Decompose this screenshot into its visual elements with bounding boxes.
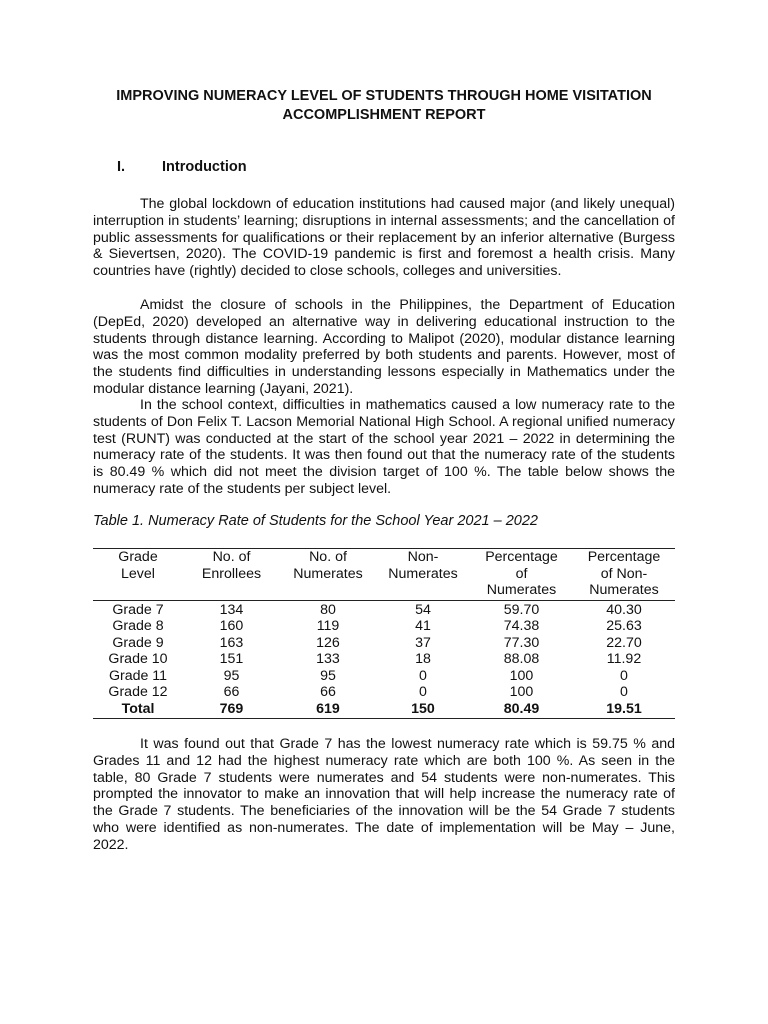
total-cell: Total [93, 701, 183, 718]
table-cell: Grade 10 [108, 651, 168, 668]
table-cell: 100 [509, 667, 534, 684]
table-cell: 37 [415, 634, 431, 651]
table-cell: 133 [316, 651, 340, 668]
table-cell: 163 [219, 634, 244, 651]
header-numerates [280, 549, 376, 601]
table-cell: 88.08 [503, 651, 540, 668]
table-cell: 18 [415, 651, 431, 668]
header-line: Numerates [589, 582, 659, 598]
header-percentage-non-numerates [573, 549, 675, 601]
table-cell: 40.30 [606, 601, 642, 618]
table-cell: 11.92 [606, 651, 642, 668]
header-percentage-numerates [470, 549, 573, 601]
paragraph-3: In the school context, difficulties in mathematics caused a low numeracy rate to the students of Don Felix T. Lacson Memorial National High School. A regional unified numeracy test (RUNT) was conducted at the start of the school year 2021 – 2022 in determining the numeracy rate of the students. It was then found out that the numeracy rate of the students is 80.49 % which did not meet the division target of 100 %. The table below shows the numeracy rate of the students per subject level. [93, 397, 675, 497]
table-cell: 160 [219, 618, 244, 635]
header-line: Numerates [486, 582, 557, 598]
header-grade-level [93, 549, 183, 601]
table-row [93, 600, 675, 618]
total-cell: 769 [183, 701, 280, 718]
section-heading [117, 159, 247, 175]
section-number: I. [117, 159, 126, 175]
table-cell: 0 [620, 684, 628, 701]
total-cell: 80.49 [470, 701, 573, 718]
header-line: of [515, 565, 528, 582]
table-cell: 77.30 [503, 634, 540, 651]
table-cell: 25.63 [606, 618, 642, 635]
table-cell: 80 [320, 601, 336, 618]
table-cell: Grade 11 [108, 667, 168, 684]
table-row [93, 651, 675, 668]
table-cell: Grade 8 [112, 618, 164, 635]
table-row [93, 668, 675, 685]
table-cell: 151 [219, 651, 244, 668]
header-line: Percentage [485, 549, 558, 565]
section-title: Introduction [162, 159, 247, 175]
header-line: Numerates [388, 565, 458, 582]
table-cell: 66 [223, 684, 240, 701]
paragraph-4: It was found out that Grade 7 has the lowest numeracy rate which is 59.75 % and Grades 11 and 12 had the highest numeracy rate which are both 100 %. As seen in the table, 80 Grade 7 students were numerates and 54 students were non-numerates. This prompted the innovator to make an innovation that will help increase the numeracy rate of the Grade 7 students. The beneficiaries of the innovation will be the 54 Grade 7 students who were identified as non-numerates. The date of implementation will be May – June, 2022. [93, 736, 675, 853]
table-cell: 74.38 [503, 618, 540, 635]
header-line: Numerates [293, 565, 363, 582]
table-cell: Grade 7 [112, 601, 164, 618]
table-cell: 100 [509, 684, 534, 701]
table-row [93, 635, 675, 652]
header-line: No. of [309, 549, 347, 565]
table-cell: 0 [620, 667, 628, 684]
header-line: Grade [118, 549, 158, 565]
header-line: Enrollees [201, 565, 262, 582]
table-cell: 126 [316, 634, 340, 651]
table-cell: 66 [320, 684, 336, 701]
table-cell: 134 [219, 601, 244, 618]
total-cell: 19.51 [573, 701, 675, 718]
table-cell: 22.70 [606, 634, 642, 651]
table-cell: 95 [320, 667, 336, 684]
table-header-row [93, 549, 675, 601]
total-cell: 619 [280, 701, 376, 718]
paragraph-1: The global lockdown of education institutions had caused major (and likely unequal) interruption in students’ learning; disruptions in internal assessments; and the cancellation of public assessments for qualifications or their replacement by an inferior alternative (Burgess & Sievertsen, 2020). The COVID-19 pandemic is first and foremost a health crisis. Many countries have (rightly) decided to close schools, colleges and universities. [93, 196, 675, 280]
table-cell: 41 [415, 618, 431, 635]
table-cell: 95 [223, 667, 240, 684]
total-cell: 150 [376, 701, 470, 718]
header-line: Non- [407, 549, 439, 565]
numeracy-table [93, 548, 675, 719]
header-line: No. of [212, 549, 251, 565]
header-non-numerates [376, 549, 470, 601]
table-cell: Grade 9 [112, 634, 164, 651]
table-row [93, 684, 675, 701]
header-line: Level [121, 565, 155, 582]
table-cell: Grade 12 [108, 684, 168, 701]
table-cell: 0 [419, 684, 427, 701]
table-caption: Table 1. Numeracy Rate of Students for the School Year 2021 – 2022 [93, 513, 538, 529]
table-cell: 59.70 [503, 601, 540, 618]
report-subtitle: ACCOMPLISHMENT REPORT [282, 107, 486, 123]
table-cell: 0 [419, 667, 427, 684]
table-total-row [93, 701, 675, 718]
table-cell: 119 [316, 618, 340, 635]
report-title: IMPROVING NUMERACY LEVEL OF STUDENTS THROUGH HOME VISITATION [116, 88, 652, 104]
table-cell: 54 [415, 601, 431, 618]
paragraph-2: Amidst the closure of schools in the Philippines, the Department of Education (DepEd, 2020) developed an alternative way in delivering educational instruction to the students through distance learning. According to Malipot (2020), modular distance learning was the most common modality preferred by both students and parents. However, most of the students find difficulties in understanding lessons especially in Mathematics under the modular distance learning (Jayani, 2021). [93, 297, 675, 397]
header-enrollees [183, 549, 280, 601]
header-line: of Non- [600, 565, 648, 582]
table-row [93, 618, 675, 635]
header-line: Percentage [587, 549, 661, 565]
